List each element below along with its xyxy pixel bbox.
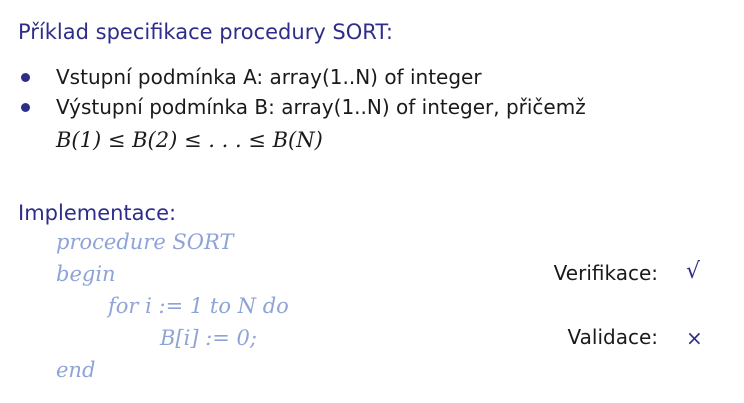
code-line-procedure: procedure SORT bbox=[56, 230, 234, 254]
checkmark-icon: √ bbox=[686, 259, 701, 284]
code-line-begin: begin bbox=[56, 262, 116, 286]
postcondition-text: Výstupní podmínka B: array(1..N) of integer, přičemž bbox=[56, 95, 586, 119]
code-line-for: for i := 1 to N do bbox=[108, 294, 289, 318]
list-item-precondition bbox=[18, 62, 586, 92]
code-line-assign: B[i] := 0; bbox=[160, 326, 257, 350]
postcondition-formula: B(1) ≤ B(2) ≤ . . . ≤ B(N) bbox=[56, 128, 323, 152]
validation-label: Validace: bbox=[567, 325, 658, 349]
code-line-end: end bbox=[56, 358, 96, 382]
bullet-dot-icon bbox=[21, 103, 30, 112]
bullet-dot-icon bbox=[21, 73, 30, 82]
verification-label: Verifikace: bbox=[553, 261, 658, 285]
list-item-postcondition bbox=[18, 92, 586, 122]
specification-list bbox=[18, 62, 586, 122]
precondition-text: Vstupní podmínka A: array(1..N) of integer bbox=[56, 65, 482, 89]
implementation-heading: Implementace: bbox=[18, 201, 177, 225]
slide-heading: Příklad specifikace procedury SORT: bbox=[18, 20, 393, 44]
cross-icon: × bbox=[686, 326, 703, 350]
